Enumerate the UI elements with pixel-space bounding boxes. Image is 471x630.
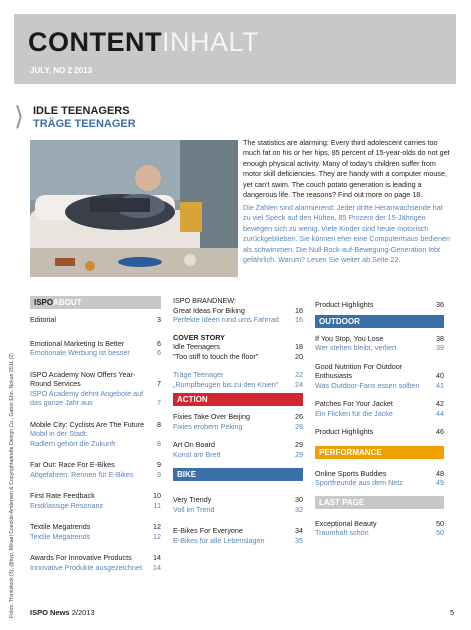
toc-entry[interactable]: [315, 519, 444, 538]
toc-entry-en-text: E-Bikes For Everyone: [173, 526, 243, 535]
page-number: 38: [436, 333, 444, 343]
photo-credit: Fotos: Thinkstock (3), @byp, Mikael Coeckle-Andersen & Copyrightadrette Design Co., Gabor Ehn, Nokan 2011 (2): [9, 353, 15, 618]
toc-entry-de-text: Wer stehen bleibt, verliert: [315, 343, 397, 352]
feature-title-de: TRÄGE TEENAGER: [33, 118, 136, 130]
toc-entry-en-text: If You Stop, You Lose: [315, 333, 384, 343]
toc-entry-de-text: Was Outdoor-Fans essen sollten: [315, 380, 420, 390]
toc-entry-de: [30, 439, 161, 449]
title-inhalt: INHALT: [162, 27, 260, 57]
toc-entry-de: [173, 370, 303, 380]
page-title: [28, 27, 259, 57]
cover-story-label: [173, 333, 303, 343]
toc-entry-en-text: Far Out: Race For E-Bikes: [30, 460, 115, 469]
toc-entry-en: [30, 522, 161, 532]
toc-entry-de-text: E-Bikes für alle Lebenslagen: [173, 535, 265, 545]
footer-issue: 2/2013: [71, 608, 95, 617]
toc-entry-de: [30, 348, 161, 358]
toc-entry-de-text: Textile Megatrends: [30, 531, 91, 541]
toc-entry-en: [30, 460, 161, 470]
toc-entry-de-text: Traumhaft schön: [315, 528, 369, 537]
page-number: 36: [436, 300, 444, 309]
cover-photo: [30, 140, 238, 277]
toc-entry-en: [315, 469, 444, 479]
toc-entry-en-text: Emotional Marketing Is Better: [30, 338, 125, 348]
toc-entry-de-text: Emotionale Werbung ist besser: [30, 348, 130, 357]
page-number: 10: [153, 491, 161, 500]
footer-publication: [30, 608, 95, 617]
toc-entry-label-text: ISPO BRANDNEW:: [173, 296, 236, 305]
page-header: [14, 14, 456, 84]
intro-text-en: The statistics are alarming: Every third adolescent carries too much fat on his or her hips, 85 percent of 15-year-olds do not get enough physical activity. Many of today's children suffer from motor skill deficiencies. They are handy with a computer mouse, yet can't swim. The couch potato generation is leading a dangerous life. The reasons? Find out more on page 18.: [243, 138, 450, 200]
toc-entry-de: [173, 315, 303, 325]
toc-entry[interactable]: [173, 526, 303, 545]
toc-entry-de: [173, 536, 303, 546]
toc-entry-en-text: Exceptional Beauty: [315, 518, 377, 528]
footer-brand: ISPO News: [30, 608, 70, 617]
toc-entry-de-text: Innovative Produkte ausgezeichnet: [30, 562, 142, 572]
toc-entry-de: [30, 389, 161, 408]
toc-entry-de-text: Erstklassige Resonanz: [30, 500, 104, 510]
toc-entry-de: [30, 532, 161, 542]
page-number: 29: [295, 449, 303, 459]
toc-entry-en-text: Idle Teenagers: [173, 342, 221, 351]
toc-entry-en-text: Awards For Innovative Products: [30, 553, 132, 562]
toc-column-1: [30, 296, 161, 580]
toc-entry-en-text: Editorial: [30, 315, 56, 324]
toc-entry-en: [30, 339, 161, 349]
issue-date: JULY, NO 2 2013: [30, 66, 92, 75]
section-band-bike: BIKE: [173, 468, 303, 481]
toc-entry-en: [30, 491, 161, 501]
toc-entry-de: [315, 409, 444, 419]
page-number: 44: [436, 408, 444, 418]
page-number: 39: [436, 343, 444, 352]
toc-entry-en: [173, 342, 303, 352]
page-number: 20: [295, 351, 303, 361]
page-number: 7: [157, 398, 161, 407]
page-number: 14: [153, 553, 161, 562]
section-band-ispo-about: [30, 296, 161, 309]
toc-entry-en-text: Product Highlights: [315, 300, 374, 309]
page-number: 18: [295, 342, 303, 351]
page-number: 46: [436, 427, 444, 436]
toc-entry-en-text: Patches For Your Jacket: [315, 399, 393, 408]
toc-entry-en: [315, 300, 444, 310]
toc-entry-en: [315, 519, 444, 529]
page-number: 22: [295, 370, 303, 379]
toc-entry[interactable]: [173, 333, 303, 390]
toc-entry-de-text: Träge Teenager: [173, 370, 224, 379]
toc-entry-de-text: „Rumpfbeugen bis zu den Knien": [173, 379, 279, 389]
page-number: 41: [436, 380, 444, 390]
toc-entry[interactable]: [315, 334, 444, 353]
toc-entry-de: [173, 422, 303, 432]
toc-entry-label: [173, 296, 303, 306]
toc-entry-en-text: Great Ideas For Biking: [173, 305, 245, 315]
toc-entry[interactable]: [30, 460, 161, 479]
toc-entry-en-text: Product Highlights: [315, 427, 374, 436]
toc-entry[interactable]: [315, 300, 444, 310]
toc-entry-en: [173, 352, 303, 362]
page-number: 11: [153, 500, 161, 510]
toc-entry-de-text: Perfekte Ideen rund ums Fahrrad: [173, 315, 279, 324]
page-number: 9: [157, 460, 161, 469]
toc-entry-de-text: ISPO Academy dehnt Angebote auf das ganze Jahr aus: [30, 388, 144, 407]
page-number: 26: [295, 412, 303, 421]
toc-entry[interactable]: [315, 399, 444, 418]
toc-entry[interactable]: [30, 420, 161, 449]
page-number: 32: [295, 504, 303, 514]
toc-entry[interactable]: [30, 553, 161, 572]
toc-entry-en-text: ISPO Academy Now Offers Year-Round Services: [30, 369, 136, 388]
page-number: 42: [436, 399, 444, 408]
toc-entry[interactable]: [30, 522, 161, 541]
toc-entry-de: [315, 381, 444, 391]
toc-entry-de: [173, 505, 303, 515]
toc-entry-en: [315, 399, 444, 409]
toc-entry-de-text: Sportfreunde aus dem Netz: [315, 478, 403, 487]
toc-entry-de: [315, 478, 444, 488]
page-number: 29: [295, 440, 303, 449]
toc-entry-de-text: Mobil in der Stadt:: [30, 429, 88, 438]
toc-entry-en-text: "Too stiff to touch the floor": [173, 351, 259, 361]
page-number: 8: [157, 438, 161, 448]
toc-entry-en: [173, 440, 303, 450]
toc-entry-en: [173, 495, 303, 505]
page-number: 35: [295, 535, 303, 545]
page-number: 12: [153, 522, 161, 531]
toc-entry-en-text: Online Sports Buddies: [315, 468, 387, 478]
toc-entry[interactable]: [315, 469, 444, 488]
toc-entry[interactable]: [30, 491, 161, 510]
toc-entry-en: [173, 306, 303, 316]
page-number: 40: [436, 371, 444, 380]
toc-entry-en: [30, 370, 161, 389]
page-number: 30: [295, 495, 303, 504]
toc-entry-de-pre: [30, 429, 161, 439]
toc-entry[interactable]: [173, 440, 303, 459]
toc-entry-en: [30, 553, 161, 563]
toc-entry-en: [30, 315, 161, 325]
toc-entry-en: [315, 334, 444, 344]
toc-entry[interactable]: [173, 296, 303, 325]
toc-entry-en-text: First Rate Feedback: [30, 491, 95, 500]
section-band-outdoor: OUTDOOR: [315, 315, 444, 328]
toc-entry-de: [30, 563, 161, 573]
page-number: 48: [436, 468, 444, 478]
toc-column-3: [315, 296, 444, 546]
toc-entry[interactable]: [173, 412, 303, 431]
page-number: 8: [157, 419, 161, 429]
toc-entry-en: [315, 362, 444, 381]
page-number: 6: [157, 338, 161, 348]
band-ispo: ISPO: [34, 298, 54, 307]
toc-entry[interactable]: [315, 427, 444, 437]
toc-entry[interactable]: [30, 370, 161, 408]
toc-entry-en: [173, 412, 303, 422]
section-band-action: ACTION: [173, 393, 303, 406]
page-number: 7: [157, 379, 161, 388]
cover-story-label-text: COVER STORY: [173, 332, 225, 342]
page-number: 24: [295, 379, 303, 389]
page-number: 3: [157, 315, 161, 324]
section-band-performance: PERFORMANCE: [315, 446, 444, 459]
toc-entry-en-text: Very Trendy: [173, 495, 212, 504]
toc-entry-en-text: Good Nutrition For Outdoor Enthusiasts: [315, 361, 403, 380]
intro-text-de: Die Zahlen sind alarmierend: Jeder dritte Heranwachsende hat zu viel Speck auf den Hüften, 85 Prozent der 15-Jährigen bewegen sich zu wenig. Viele Kinder sind heute motorisch zurückgeblieben. Sie können eher eine Computermaus bedienen als schwimmen. Die Null-Bock-auf-Bewegung-Generation lebt gefährlich. Warum? Lesen Sie weiter ab Seite 22.: [243, 203, 450, 265]
toc-entry[interactable]: [173, 495, 303, 514]
page-number: 49: [436, 478, 444, 487]
band-about: ABOUT: [53, 298, 82, 307]
page-number: 50: [436, 528, 444, 537]
toc-entry-de-text: Radlern gehört die Zukunft: [30, 438, 116, 448]
toc-entry-de-text: Abgefahren: Rennen für E-Bikes: [30, 469, 134, 479]
toc-entry-en: [30, 420, 161, 430]
toc-entry-de: [30, 470, 161, 480]
page-number: 6: [157, 348, 161, 357]
page-number: 34: [295, 526, 303, 535]
section-band-last-page: LAST PAGE: [315, 496, 444, 509]
page-number: 12: [153, 531, 161, 541]
page-number: 16: [295, 315, 303, 324]
toc-entry-en-text: Mobile City: Cyclists Are The Future: [30, 419, 145, 429]
footer-page-number: 5: [450, 608, 455, 617]
toc-entry-en: [315, 427, 444, 437]
title-content: CONTENT: [28, 27, 162, 57]
page-number: 16: [295, 305, 303, 315]
toc-entry-de: [173, 450, 303, 460]
toc-entry-en-text: Fixies Take Over Beijing: [173, 412, 250, 421]
toc-entry-de: [173, 380, 303, 390]
toc-entry-de: [30, 501, 161, 511]
photo-illustration: [30, 140, 238, 277]
toc-entry-en-text: Textile Megatrends: [30, 522, 91, 531]
toc-entry-en-text: Art On Board: [173, 440, 215, 449]
page-number: 9: [157, 469, 161, 479]
page-number: 14: [153, 562, 161, 572]
toc-column-2: [173, 296, 303, 553]
page-number: 50: [436, 518, 444, 528]
toc-entry-de-text: Fixies erobern Peking: [173, 421, 243, 431]
page-number: 28: [295, 421, 303, 431]
toc-entry-de-text: Voll im Trend: [173, 504, 215, 514]
toc-entry-de: [315, 343, 444, 353]
toc-entry-de: [315, 528, 444, 538]
feature-title-en: IDLE TEENAGERS: [33, 105, 130, 117]
toc-entry[interactable]: [315, 362, 444, 391]
toc-entry-en: [173, 526, 303, 536]
toc-entry[interactable]: [30, 339, 161, 358]
bracket-icon: ⟩: [14, 101, 25, 131]
toc-entry-de-text: Kunst am Brett: [173, 449, 221, 459]
toc-entry-de-text: Ein Flicken für die Jacke: [315, 408, 393, 418]
toc-entry[interactable]: [30, 315, 161, 325]
